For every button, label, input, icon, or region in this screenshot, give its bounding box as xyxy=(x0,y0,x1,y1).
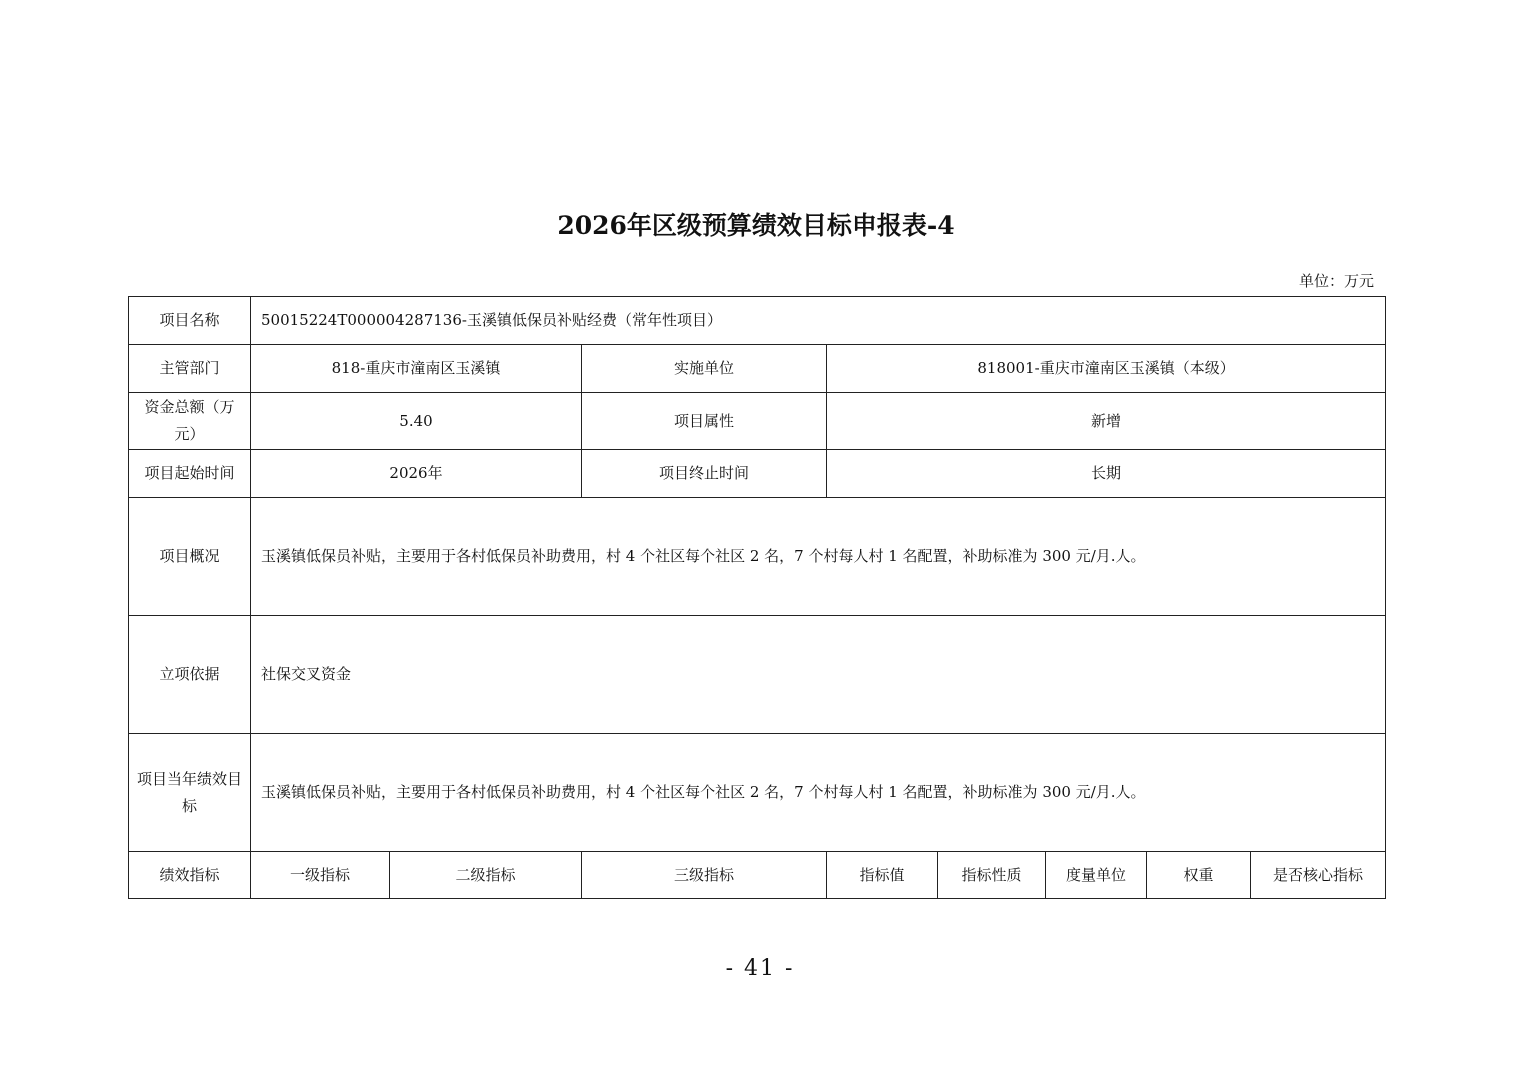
department-value: 818-重庆市潼南区玉溪镇 xyxy=(251,345,582,393)
header-measure-unit: 度量单位 xyxy=(1046,852,1147,899)
overview-value: 玉溪镇低保员补贴，主要用于各村低保员补助费用，村 4 个社区每个社区 2 名，7 个村每人村 1 名配置，补助标准为 300 元/月.人。 xyxy=(251,498,1386,616)
project-attribute-label: 项目属性 xyxy=(582,393,827,450)
header-indicator-nature: 指标性质 xyxy=(938,852,1046,899)
row-time xyxy=(129,450,1386,498)
end-time-label: 项目终止时间 xyxy=(582,450,827,498)
basis-value: 社保交叉资金 xyxy=(251,616,1386,734)
implementing-unit-label: 实施单位 xyxy=(582,345,827,393)
performance-target-table xyxy=(128,296,1386,899)
row-overview xyxy=(129,498,1386,616)
header-indicator-value: 指标值 xyxy=(827,852,938,899)
implementing-unit-value: 818001-重庆市潼南区玉溪镇（本级） xyxy=(827,345,1386,393)
row-project-name xyxy=(129,297,1386,345)
project-name-value: 50015224T000004287136-玉溪镇低保员补贴经费（常年性项目） xyxy=(251,297,1386,345)
header-level1-indicator: 一级指标 xyxy=(251,852,390,899)
project-attribute-value: 新增 xyxy=(827,393,1386,450)
row-basis xyxy=(129,616,1386,734)
annual-goal-label: 项目当年绩效目标 xyxy=(129,734,251,852)
project-name-label: 项目名称 xyxy=(129,297,251,345)
header-level3-indicator: 三级指标 xyxy=(582,852,827,899)
header-core-indicator: 是否核心指标 xyxy=(1251,852,1386,899)
row-amount xyxy=(129,393,1386,450)
header-weight: 权重 xyxy=(1147,852,1251,899)
row-department xyxy=(129,345,1386,393)
start-time-label: 项目起始时间 xyxy=(129,450,251,498)
start-time-value: 2026年 xyxy=(251,450,582,498)
end-time-value: 长期 xyxy=(827,450,1386,498)
annual-goal-value: 玉溪镇低保员补贴，主要用于各村低保员补助费用，村 4 个社区每个社区 2 名，7 个村每人村 1 名配置，补助标准为 300 元/月.人。 xyxy=(251,734,1386,852)
row-annual-goal xyxy=(129,734,1386,852)
total-funds-label: 资金总额（万元） xyxy=(129,393,251,450)
overview-label: 项目概况 xyxy=(129,498,251,616)
page-number: - 41 - xyxy=(725,956,795,981)
indicators-label: 绩效指标 xyxy=(129,852,251,899)
unit-label: 单位：万元 xyxy=(1298,272,1374,290)
department-label: 主管部门 xyxy=(129,345,251,393)
row-indicators-header xyxy=(129,852,1386,899)
total-funds-value: 5.40 xyxy=(251,393,582,450)
basis-label: 立项依据 xyxy=(129,616,251,734)
document-title: 2026年区级预算绩效目标申报表-4 xyxy=(557,211,955,240)
header-level2-indicator: 二级指标 xyxy=(390,852,582,899)
